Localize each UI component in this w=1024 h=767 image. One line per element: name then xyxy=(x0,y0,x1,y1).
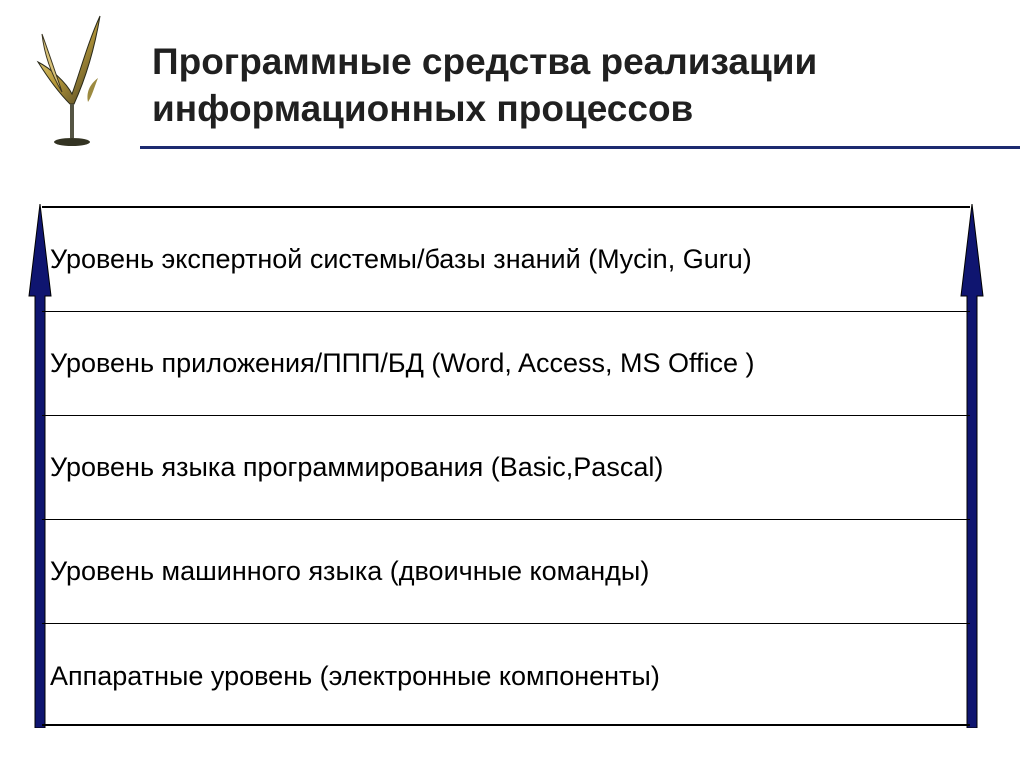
title-underline xyxy=(140,146,1020,149)
page-title xyxy=(152,38,992,132)
logo-sculpture-icon xyxy=(28,12,114,150)
level-machine-language xyxy=(42,520,970,624)
level-label: Уровень языка программирования (Basic,Pascal) xyxy=(50,452,664,482)
level-expert-system xyxy=(42,208,970,312)
level-application xyxy=(42,312,970,416)
title-line-1: Программные средства реализации xyxy=(152,41,818,82)
title-line-2: информационных процессов xyxy=(152,88,694,129)
levels-stack xyxy=(42,206,970,726)
level-label: Уровень приложения/ППП/БД (Word, Access, MS Office ) xyxy=(50,348,755,378)
level-hardware xyxy=(42,624,970,728)
level-label: Уровень экспертной системы/базы знаний (Mycin, Guru) xyxy=(50,244,752,274)
level-label: Уровень машинного языка (двоичные команды) xyxy=(50,556,650,586)
level-label: Аппаратные уровень (электронные компоненты) xyxy=(50,660,660,691)
level-programming-language xyxy=(42,416,970,520)
